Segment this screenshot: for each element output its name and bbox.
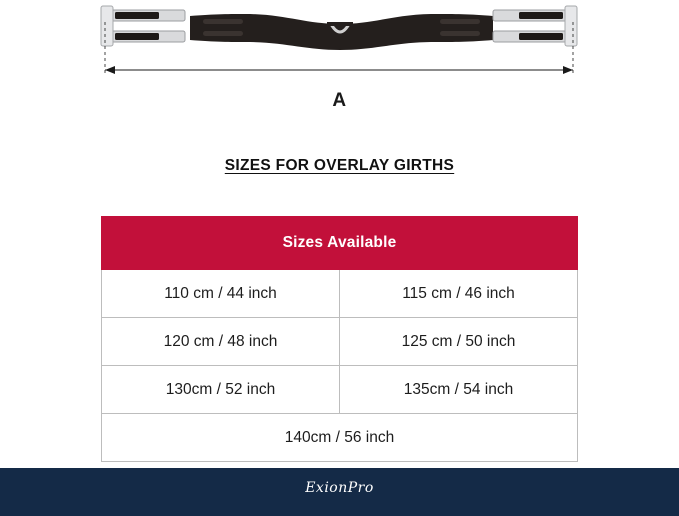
stitch-detail-left-lower: [203, 31, 243, 36]
buckle-left: [101, 6, 185, 46]
sizes-table: [101, 216, 578, 462]
stitch-detail-right-upper: [440, 19, 480, 24]
arrowhead-right-icon: [563, 66, 573, 74]
size-cell: 110 cm / 44 inch: [102, 270, 340, 318]
girth-right-panel: [433, 14, 493, 42]
size-cell: 130cm / 52 inch: [102, 366, 340, 414]
arrowhead-left-icon: [105, 66, 115, 74]
table-row: [102, 270, 578, 318]
size-cell: 135cm / 54 inch: [340, 366, 578, 414]
size-cell: 125 cm / 50 inch: [340, 318, 578, 366]
table-row: [102, 366, 578, 414]
section-heading: SIZES FOR OVERLAY GIRTHS: [224, 157, 455, 174]
table-row: [102, 318, 578, 366]
brand-logo: ExionPro: [305, 480, 374, 496]
stitch-detail-left-upper: [203, 19, 243, 24]
size-cell: 120 cm / 48 inch: [102, 318, 340, 366]
size-cell: 115 cm / 46 inch: [340, 270, 578, 318]
centre-plate: [327, 22, 353, 26]
footer-bar: [0, 468, 679, 516]
girth-diagram: [95, 2, 585, 97]
dimension-label-a: A: [332, 90, 347, 111]
buckle-right: [493, 6, 577, 46]
table-header-row: [102, 217, 578, 270]
table-header-cell: Sizes Available: [102, 217, 578, 270]
stitch-detail-right-lower: [440, 31, 480, 36]
girth-left-panel: [190, 14, 247, 42]
product-illustration-area: [0, 0, 679, 120]
size-cell: 140cm / 56 inch: [102, 414, 578, 462]
table-row-final: [102, 414, 578, 462]
